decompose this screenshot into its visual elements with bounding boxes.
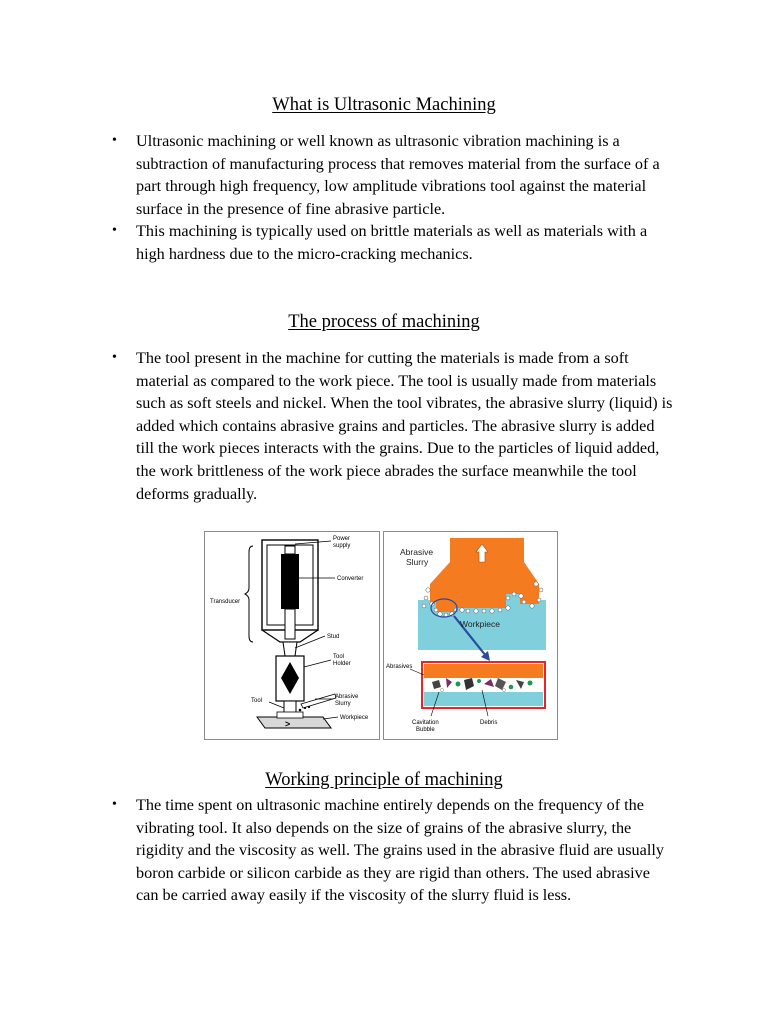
section-title-what-is: What is Ultrasonic Machining	[272, 95, 496, 115]
label-abrasive-slurry: Abrasive	[335, 694, 359, 700]
label-debris: Debris	[480, 720, 498, 726]
svg-text:>: >	[285, 719, 291, 729]
section2-bullet-list	[0, 347, 676, 505]
label-stud: Stud	[327, 634, 340, 640]
label-cavitation-bubble: Cavitation	[412, 720, 439, 726]
section-title-process: The process of machining	[288, 312, 480, 332]
bullet-text: The time spent on ultrasonic machine entirely depends on the frequency of the vibrating tool. It also depends on the size of grains of the abrasive slurry, the rigidity and the viscosity as well. The grains used in the abrasive fluid are usually boron carbide or silicon carbide as they are rigid than others. The used abrasive can be carried away easily if the viscosity of the slurry fluid is less.	[136, 796, 664, 905]
label-cavitation-bubble: Bubble	[416, 727, 435, 733]
bullet-text: This machining is typically used on brittle materials as well as materials with a high hardness due to the micro-cracking mechanics.	[136, 222, 648, 263]
label-workpiece: Workpiece	[340, 715, 369, 721]
bullet-icon: •	[112, 797, 117, 812]
label-abrasive-slurry: Slurry	[335, 701, 351, 707]
label-abrasive-slurry: Slurry	[406, 557, 429, 567]
label-abrasives: Abrasives	[386, 664, 413, 670]
machine-schematic-svg	[205, 532, 379, 739]
list-item	[0, 794, 676, 907]
bullet-icon: •	[112, 133, 117, 148]
bullet-text: The tool present in the machine for cutting the materials is made from a soft material as compared to the work piece. The tool is usually made from materials such as soft steels and nickel. When the tool vibrates, the abrasive slurry (liquid) is added which contains abrasive grains and particles. The abrasive slurry is added till the work pieces interacts with the grains. Due to the particles of liquid added, the work brittleness of the work piece abrades the surface meanwhile the tool deforms gradually.	[136, 349, 673, 503]
bullet-text: Ultrasonic machining or well known as ultrasonic vibration machining is a subtraction of manufacturing process that removes material from the surface of a part through high frequency, low amplitude vibrations tool against the material surface in the presence of fine abrasive particle.	[136, 132, 660, 218]
label-tool-holder: Holder	[333, 661, 351, 667]
list-item	[0, 347, 676, 505]
label-tool-holder: Tool	[333, 654, 345, 660]
list-item	[0, 220, 676, 265]
list-item	[0, 130, 676, 220]
abrasion-detail-figure	[383, 531, 558, 740]
label-tool: Tool	[251, 698, 263, 704]
bullet-icon: •	[112, 223, 117, 239]
bullet-icon: •	[112, 350, 117, 365]
label-power-supply: Power	[333, 536, 351, 542]
label-workpiece: Workpiece	[460, 619, 500, 629]
label-abrasive-slurry: Abrasive	[400, 547, 434, 557]
machine-schematic-figure	[204, 531, 380, 740]
abrasion-detail-svg	[384, 532, 557, 739]
section-title-working-principle: Working principle of machining	[265, 770, 503, 790]
section1-bullet-list	[0, 130, 676, 266]
section3-bullet-list	[0, 794, 676, 907]
label-power-supply: supply	[333, 543, 351, 549]
label-transducer: Transducer	[210, 599, 241, 605]
label-converter: Converter	[337, 576, 364, 582]
